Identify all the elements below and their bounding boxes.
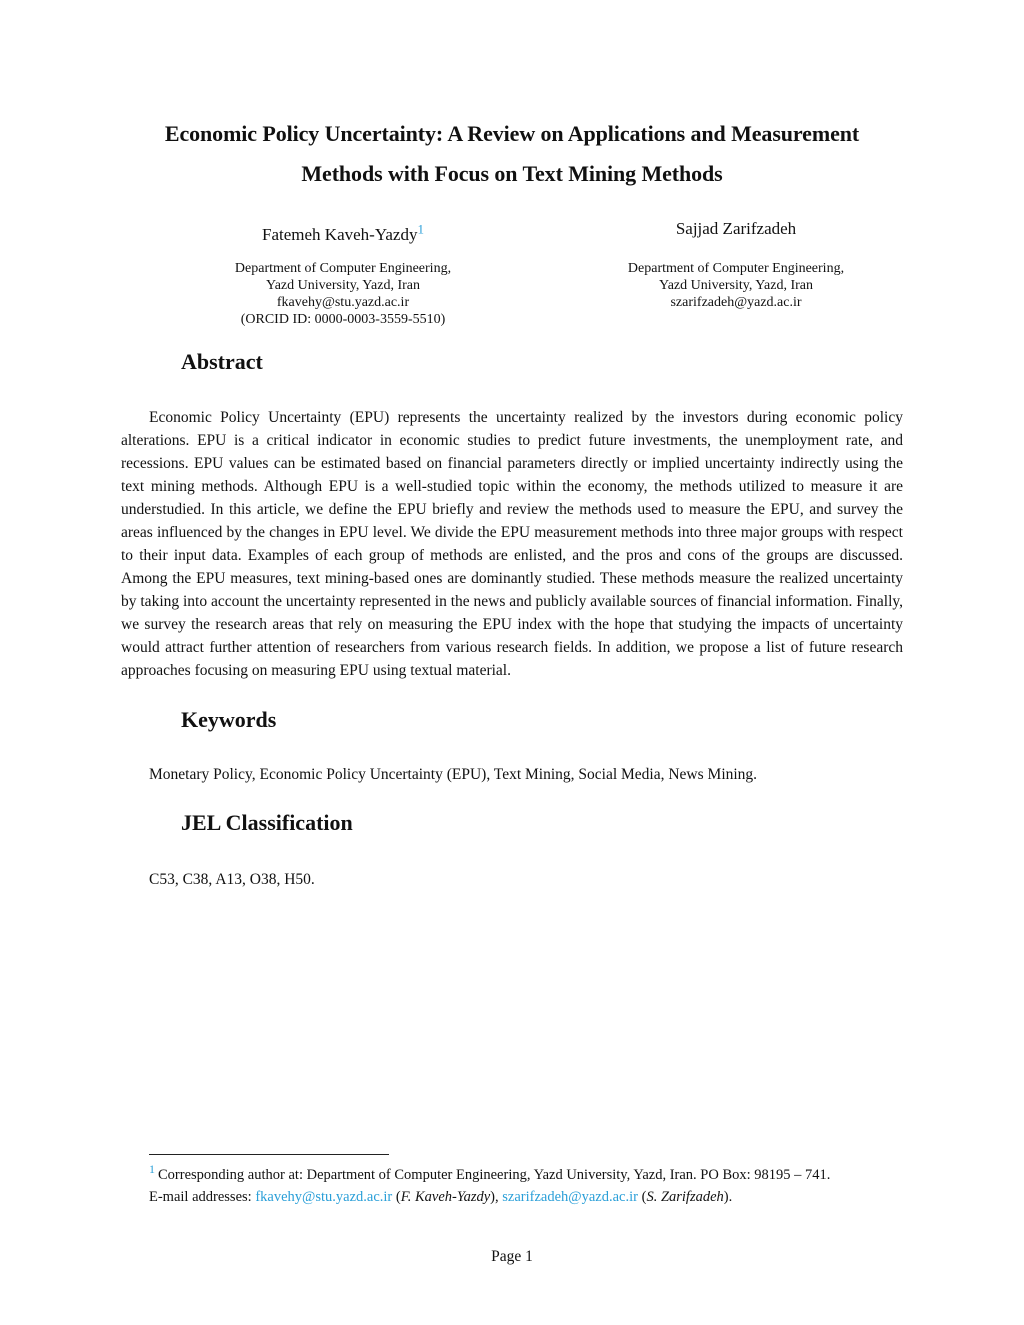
author-orcid: (ORCID ID: 0000-0003-3559-5510) (240, 312, 446, 327)
page-number: Page 1 (491, 1248, 533, 1265)
footnote-line-2: E-mail addresses: fkavehy@stu.yazd.ac.ir (F. Kaveh-Yazdy), szarifzadeh@yazd.ac.ir (S. Zarifzadeh). (149, 1189, 733, 1205)
footnote-line-1 (149, 1164, 909, 1186)
author-affiliation: Yazd University, Yazd, Iran (266, 278, 420, 293)
author-name: Sajjad Zarifzadeh (675, 219, 797, 238)
footnote (149, 1164, 909, 1208)
email-link-1[interactable]: fkavehy@stu.yazd.ac.ir (255, 1189, 393, 1205)
jel-codes: C53, C38, A13, O38, H50. (149, 871, 315, 888)
footnote-divider (149, 1154, 389, 1155)
author-email: fkavehy@stu.yazd.ac.ir (276, 295, 410, 310)
author-affiliation: Department of Computer Engineering, (234, 261, 452, 276)
email-label: E-mail addresses: (149, 1189, 256, 1205)
jel-heading: JEL Classification (181, 810, 353, 835)
abstract-heading: Abstract (181, 349, 263, 374)
keywords-heading: Keywords (181, 707, 277, 732)
author-block-2 (571, 218, 901, 311)
author-affiliation: Department of Computer Engineering, (627, 261, 845, 276)
keywords-text: Monetary Policy, Economic Policy Uncertainty (EPU), Text Mining, Social Media, News Mining. (149, 766, 758, 783)
author-footnote-mark[interactable]: 1 (417, 221, 424, 237)
paper-title-line-2: Methods with Focus on Text Mining Methods (301, 161, 723, 186)
author-email: szarifzadeh@yazd.ac.ir (670, 295, 802, 310)
paper-title-line-1: Economic Policy Uncertainty: A Review on Applications and Measurement (164, 121, 860, 146)
abstract-body: Economic Policy Uncertainty (EPU) represents the uncertainty realized by the investors during economic policy alterations. EPU is a critical indicator in economic studies to predict future investments, the unemployment rate, and recessions. EPU values can be estimated based on financial parameters directly or implied uncertainty indirectly using the text mining methods. Although EPU is a well-studied topic within the economy, the methods utilized to measure it are understudied. In this article, we define the EPU briefly and review the methods used to measure the EPU, and survey the areas influenced by the changes in EPU level. We divide the EPU measurement methods into three major groups with respect to their input data. Examples of each group of methods are enlisted, and the pros and cons of the groups are discussed. Among the EPU measures, text mining-based ones are dominantly studied. These methods measure the realized uncertainty by taking into account the uncertainty represented in the news and publicly available sources of financial information. Finally, we survey the research areas that rely on measuring the EPU index with the hope that studying the impacts of uncertainty would attract further attention of researchers from various research fields. In addition, we propose a list of future research approaches focusing on measuring EPU using textual material. (121, 409, 903, 679)
author-initials-1: F. Kaveh-Yazdy (400, 1189, 491, 1205)
footnote-mark: 1 (149, 1162, 155, 1177)
email-link-2[interactable]: szarifzadeh@yazd.ac.ir (502, 1189, 638, 1205)
author-initials-2: S. Zarifzadeh (646, 1189, 724, 1205)
footnote-text: Corresponding author at: Department of Computer Engineering, Yazd University, Yazd, Iran. PO Box: 98195 – 741. (158, 1167, 831, 1183)
author-block-1 (178, 221, 508, 328)
author-name: Fatemeh Kaveh-Yazdy$^1$ (262, 221, 424, 244)
author-affiliation: Yazd University, Yazd, Iran (659, 278, 813, 293)
